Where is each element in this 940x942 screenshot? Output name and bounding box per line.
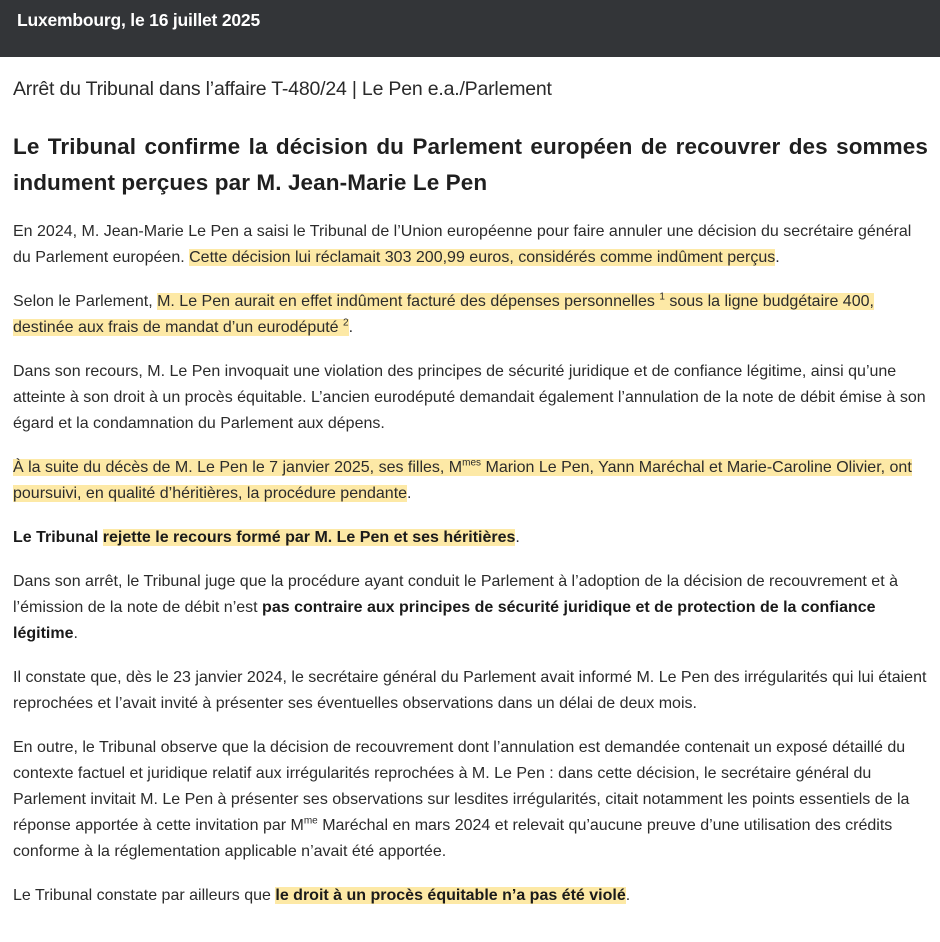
paragraph-2: Selon le Parlement, M. Le Pen aurait en effet indûment facturé des dépenses personnelles $^1$ sous la ligne budgétaire 400, destinée aux frais de mandat d’un eurodéputé $^2$. (13, 291, 874, 336)
bold-phrase: pas contraire aux principes de sécurité juridique et de protection de la confiance légitime (13, 599, 876, 642)
superscript-mes: mes (462, 457, 482, 469)
highlight: Cette décision lui réclamait 303 200,99 euros, considérés comme indûment perçus (189, 249, 776, 266)
page-title: Le Tribunal confirme la décision du Parlement européen de recouvrer des sommes indument perçues par M. Jean-Marie Le Pen (13, 134, 928, 195)
highlight: À la suite du décès de M. Le Pen le 7 janvier 2025, ses filles, $M^{mes}$ Marion Le Pen, Yann Maréchal et Marie-Caroline Olivier, ont poursuivi, en qualité d’héritières, la procédure pendante (13, 457, 912, 502)
highlight: le droit à un procès équitable n’a pas été violé (275, 887, 626, 904)
header-bar (0, 0, 940, 57)
paragraph-5: Le Tribunal rejette le recours formé par M. Le Pen et ses héritières. (13, 529, 520, 546)
paragraph-8: En outre, le Tribunal observe que la décision de recouvrement dont l’annulation est demandée contenait un exposé détaillé du contexte factuel et juridique relatif aux irrégularités reprochées à M. Le Pen : dans cette décision, le secrétaire général du Parlement invitait M. Le Pen à présenter ses observations sur lesdites irrégularités, citait notamment les points essentiels de la réponse apportée à cette invitation par $M^{me}$ Maréchal en mars 2024 et relevait qu’aucune preuve d’une utilisation des crédits conforme à la réglementation applicable n’avait été apportée. (13, 739, 910, 860)
case-reference: Arrêt du Tribunal dans l’affaire T-480/24 | Le Pen e.a./Parlement (13, 78, 552, 100)
press-release-body (0, 57, 940, 909)
highlight: M. Le Pen aurait en effet indûment facturé des dépenses personnelles $^1$ sous la ligne budgétaire 400, destinée aux frais de mandat d’un eurodéputé $^2$ (13, 291, 874, 336)
paragraph-3: Dans son recours, M. Le Pen invoquait une violation des principes de sécurité juridique et de confiance légitime, ainsi qu’une atteinte à son droit à un procès équitable. L’ancien eurodéputé demandait également l’annulation de la note de débit émise à son égard et la condamnation du Parlement aux dépens. (13, 363, 926, 432)
highlight: rejette le recours formé par M. Le Pen et ses héritières (102, 529, 516, 546)
footnote-ref-1[interactable]: 1 (659, 291, 665, 303)
paragraph-4: À la suite du décès de M. Le Pen le 7 janvier 2025, ses filles, $M^{mes}$ Marion Le Pen, Yann Maréchal et Marie-Caroline Olivier, ont poursuivi, en qualité d’héritières, la procédure pendante. (13, 457, 912, 502)
superscript-me: me (303, 815, 318, 827)
paragraph-1: En 2024, M. Jean-Marie Le Pen a saisi le Tribunal de l’Union européenne pour faire annuler une décision du secrétaire général du Parlement européen. Cette décision lui réclamait 303 200,99 euros, considérés comme indûment perçus. (13, 223, 912, 266)
paragraph-9: Le Tribunal constate par ailleurs que le droit à un procès équitable n’a pas été violé. (13, 887, 631, 904)
footnote-ref-2[interactable]: 2 (343, 317, 349, 329)
location-date: Luxembourg, le 16 juillet 2025 (17, 10, 260, 30)
paragraph-6: Dans son arrêt, le Tribunal juge que la procédure ayant conduit le Parlement à l’adoption de la décision de recouvrement et à l’émission de la note de débit n’est pas contraire aux principes de sécurité juridique et de protection de la confiance légitime. (13, 573, 898, 642)
paragraph-7: Il constate que, dès le 23 janvier 2024, le secrétaire général du Parlement avait informé M. Le Pen des irrégularités qui lui étaient reprochées et l’avait invité à présenter ses éventuelles observations dans un délai de deux mois. (13, 669, 927, 712)
